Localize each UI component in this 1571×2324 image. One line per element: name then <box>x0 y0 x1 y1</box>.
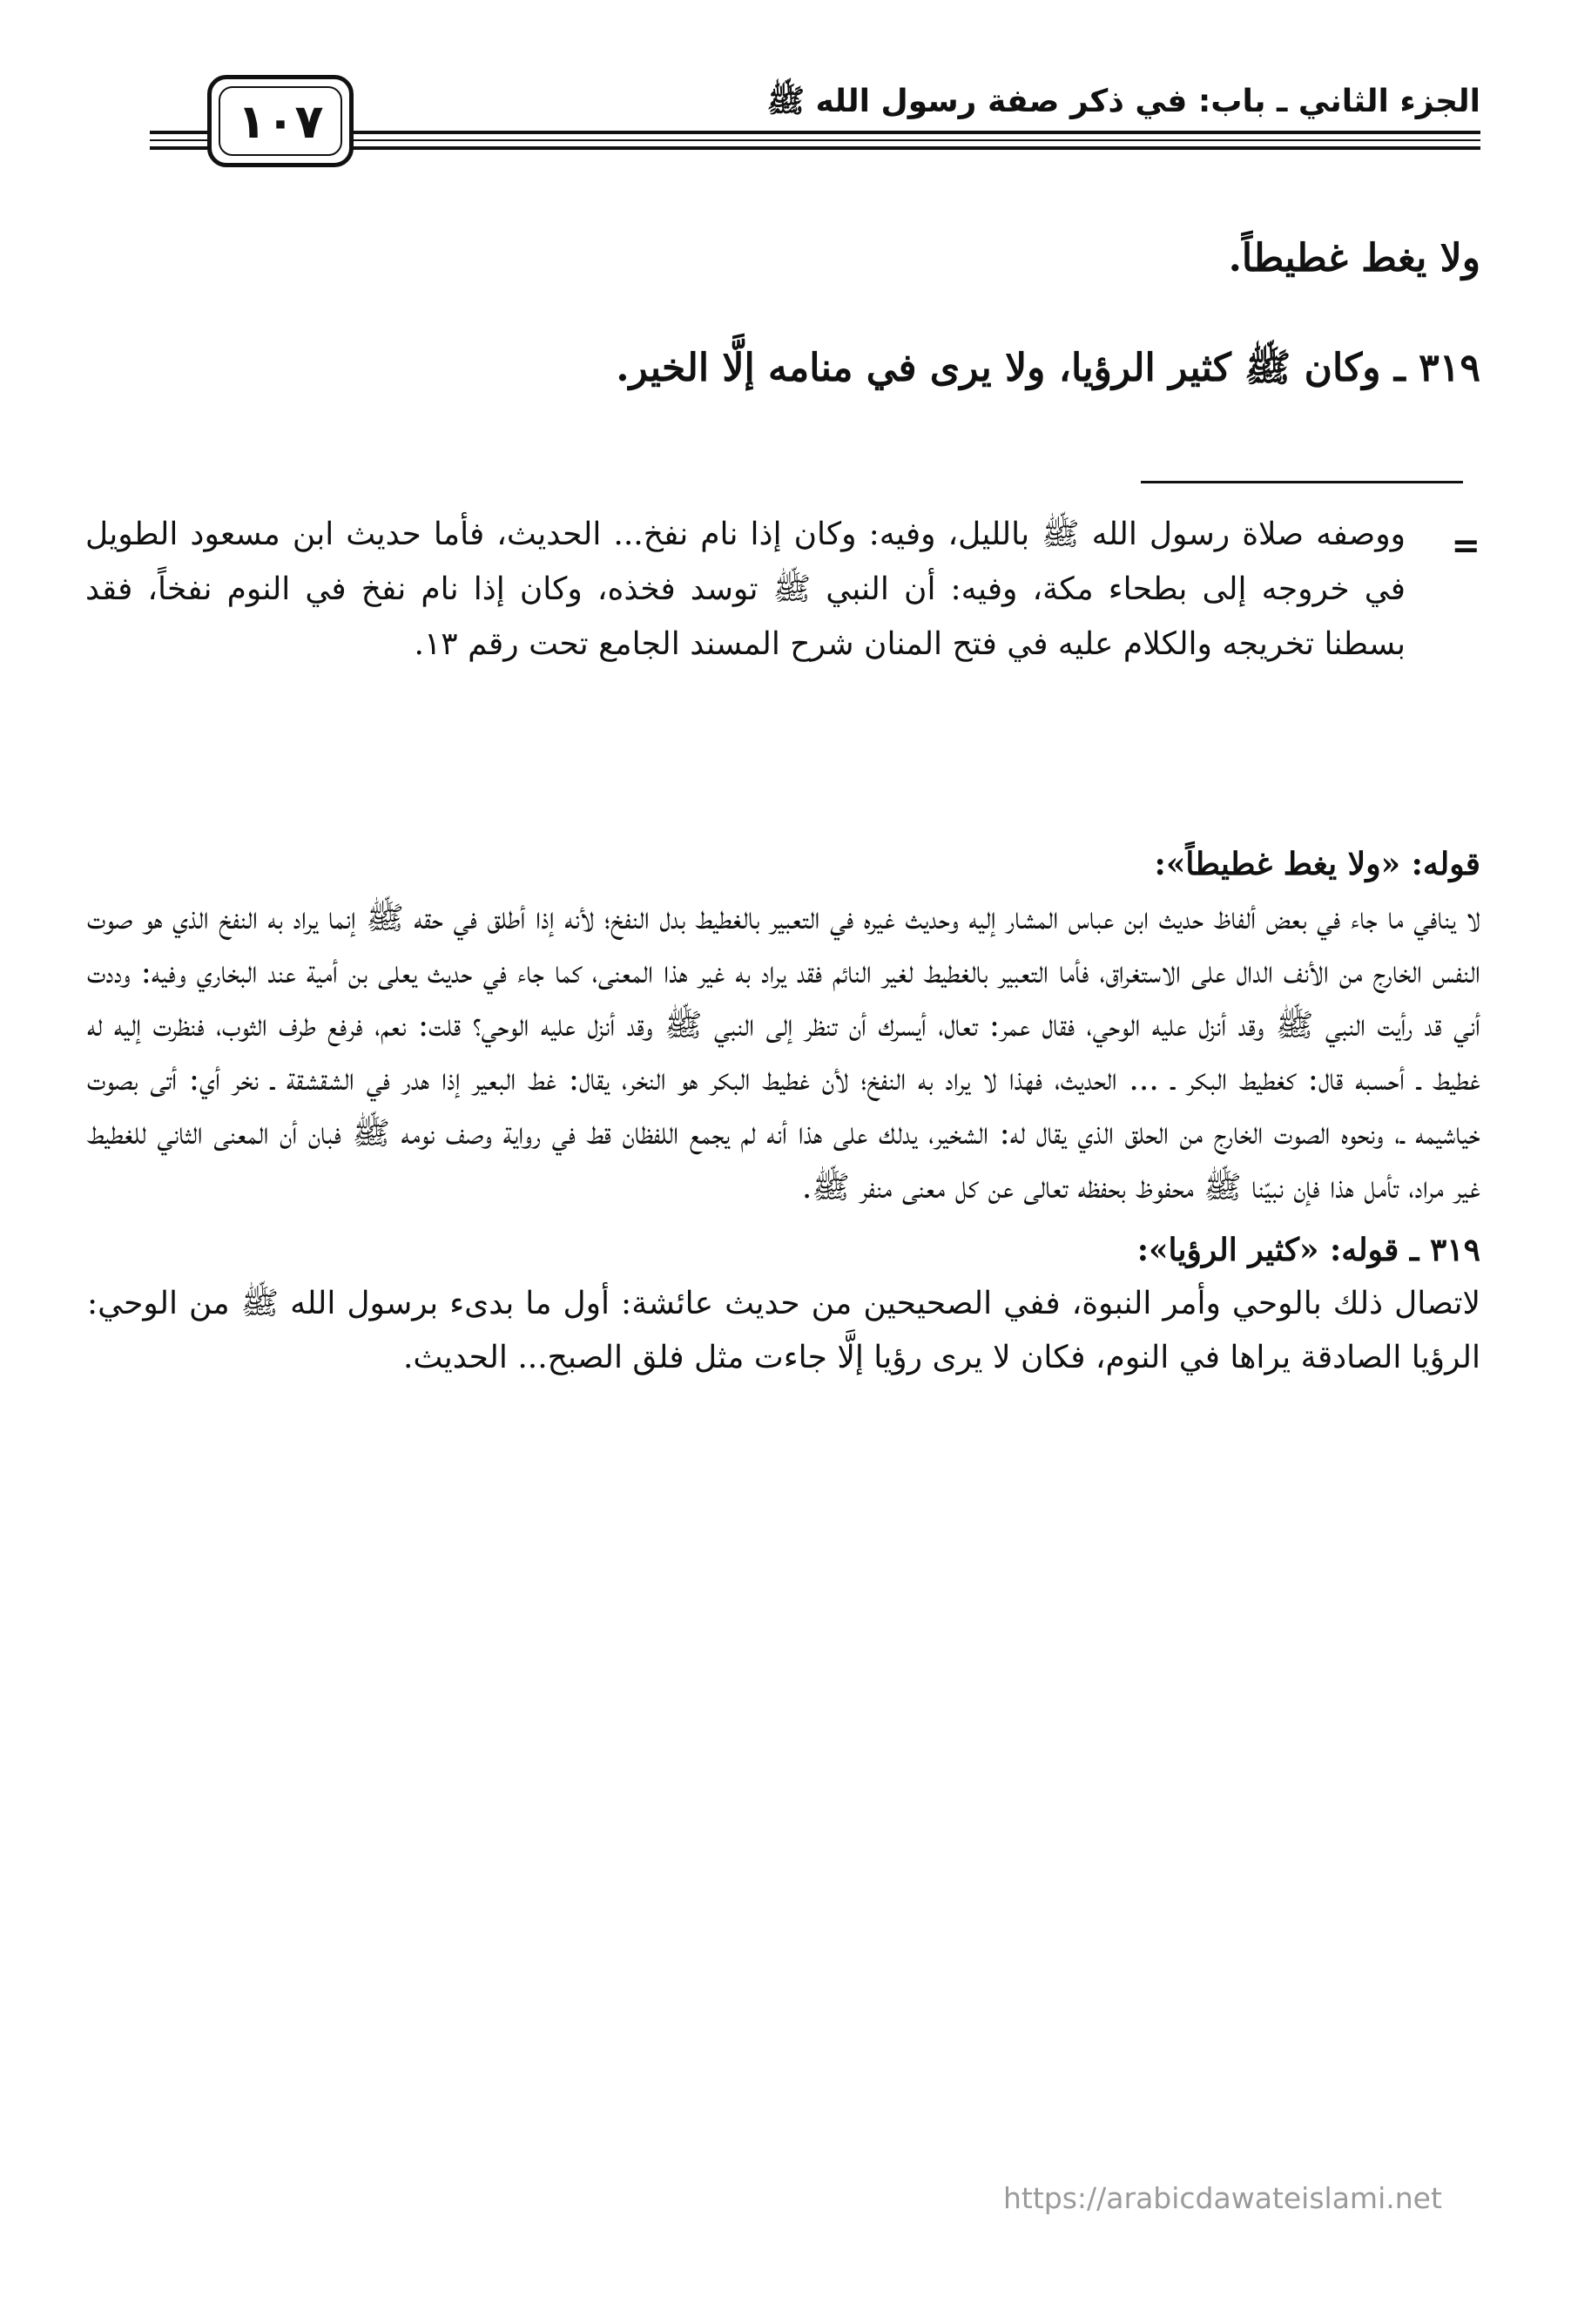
page-number: ١٠٧ <box>237 94 324 149</box>
spacer <box>87 1215 1480 1224</box>
footnote-separator <box>1141 481 1463 483</box>
commentary-heading: ٣١٩ ـ قوله: «كثير الرؤيا»: <box>1136 1231 1480 1268</box>
commentary-paragraph: لا ينافي ما جاء في بعض ألفاظ حديث ابن عباس المشار إليه وحديث غيره في التعبير بالغطيط بدل النفخ؛ لأنه إذا أطلق في حقه ﷺ إنما يراد به النفخ الذي هو صوت النفس الخارج من الأنف الدال على الاستغراق، فأما التعبير بالغطيط لغير النائم فقد يراد به غير هذا المعنى، كما جاء في حديث يعلى بن أمية عند البخاري وفيه: وددت أني قد رأيت النبي ﷺ وقد أنزل عليه الوحي، فقال عمر: تعال، أيسرك أن تنظر إلى النبي ﷺ وقد أنزل عليه الوحي؟ قلت: نعم، فرفع طرف الثوب، فنظرت إليه له غطيط ـ أحسبه قال: كغطيط البكر ـ ... الحديث، فهذا لا يراد به النفخ؛ لأن غطيط البكر هو النخر، يقال: غط البعير إذا هدر في الشقشقة ـ نخر أي: أتى بصوت خياشيمه ـ، ونحوه الصوت الخارج من الحلق الذي يقال له: الشخير، يدلك على هذا أنه لم يجمع اللفظان قط في رواية وصف نومه ﷺ فبان أن المعنى الثاني للغطيط غير مراد، تأمل هذا فإن نبيّنا ﷺ محفوظ بحفظه تعالى عن كل معنى منفر ﷺ. <box>87 900 1480 1206</box>
main-text-line: ولا يغط غطيطاً. <box>1228 236 1480 280</box>
running-header: الجزء الثاني ـ باب: في ذكر صفة رسول الله ﷺ <box>766 84 1480 119</box>
footnote-text: ووصفه صلاة رسول الله ﷺ بالليل، وفيه: وكان إذا نام نفخ... الحديث، فأما حديث ابن مسعود الطويل في خروجه إلى بطحاء مكة، وفيه: أن النبي ﷺ توسد فخذه، وكان إذا نام نفخ في النوم نفخاً، فقد بسطنا تخريجه والكلام عليه في فتح المنان شرح المسند الجامع تحت رقم ١٣. <box>85 517 1406 662</box>
watermark-url: https://arabicdawateislami.net <box>1003 2181 1442 2215</box>
main-text-line: ٣١٩ ـ وكان ﷺ كثير الرؤيا، ولا يرى في منامه إلَّا الخير. <box>616 346 1480 390</box>
footnote-continuation-marker: = <box>1451 526 1480 566</box>
commentary-paragraph: لاتصال ذلك بالوحي وأمر النبوة، ففي الصحيحين من حديث عائشة: أول ما بدىء برسول الله ﷺ من الوحي: الرؤيا الصادقة يراها في النوم، فكان لا يرى رؤيا إلَّا جاءت مثل فلق الصبح... الحديث. <box>87 1286 1480 1376</box>
commentary-heading: قوله: «ولا يغط غطيطاً»: <box>1154 846 1480 882</box>
commentary-section <box>87 838 1480 1385</box>
page-number-frame <box>207 75 354 167</box>
